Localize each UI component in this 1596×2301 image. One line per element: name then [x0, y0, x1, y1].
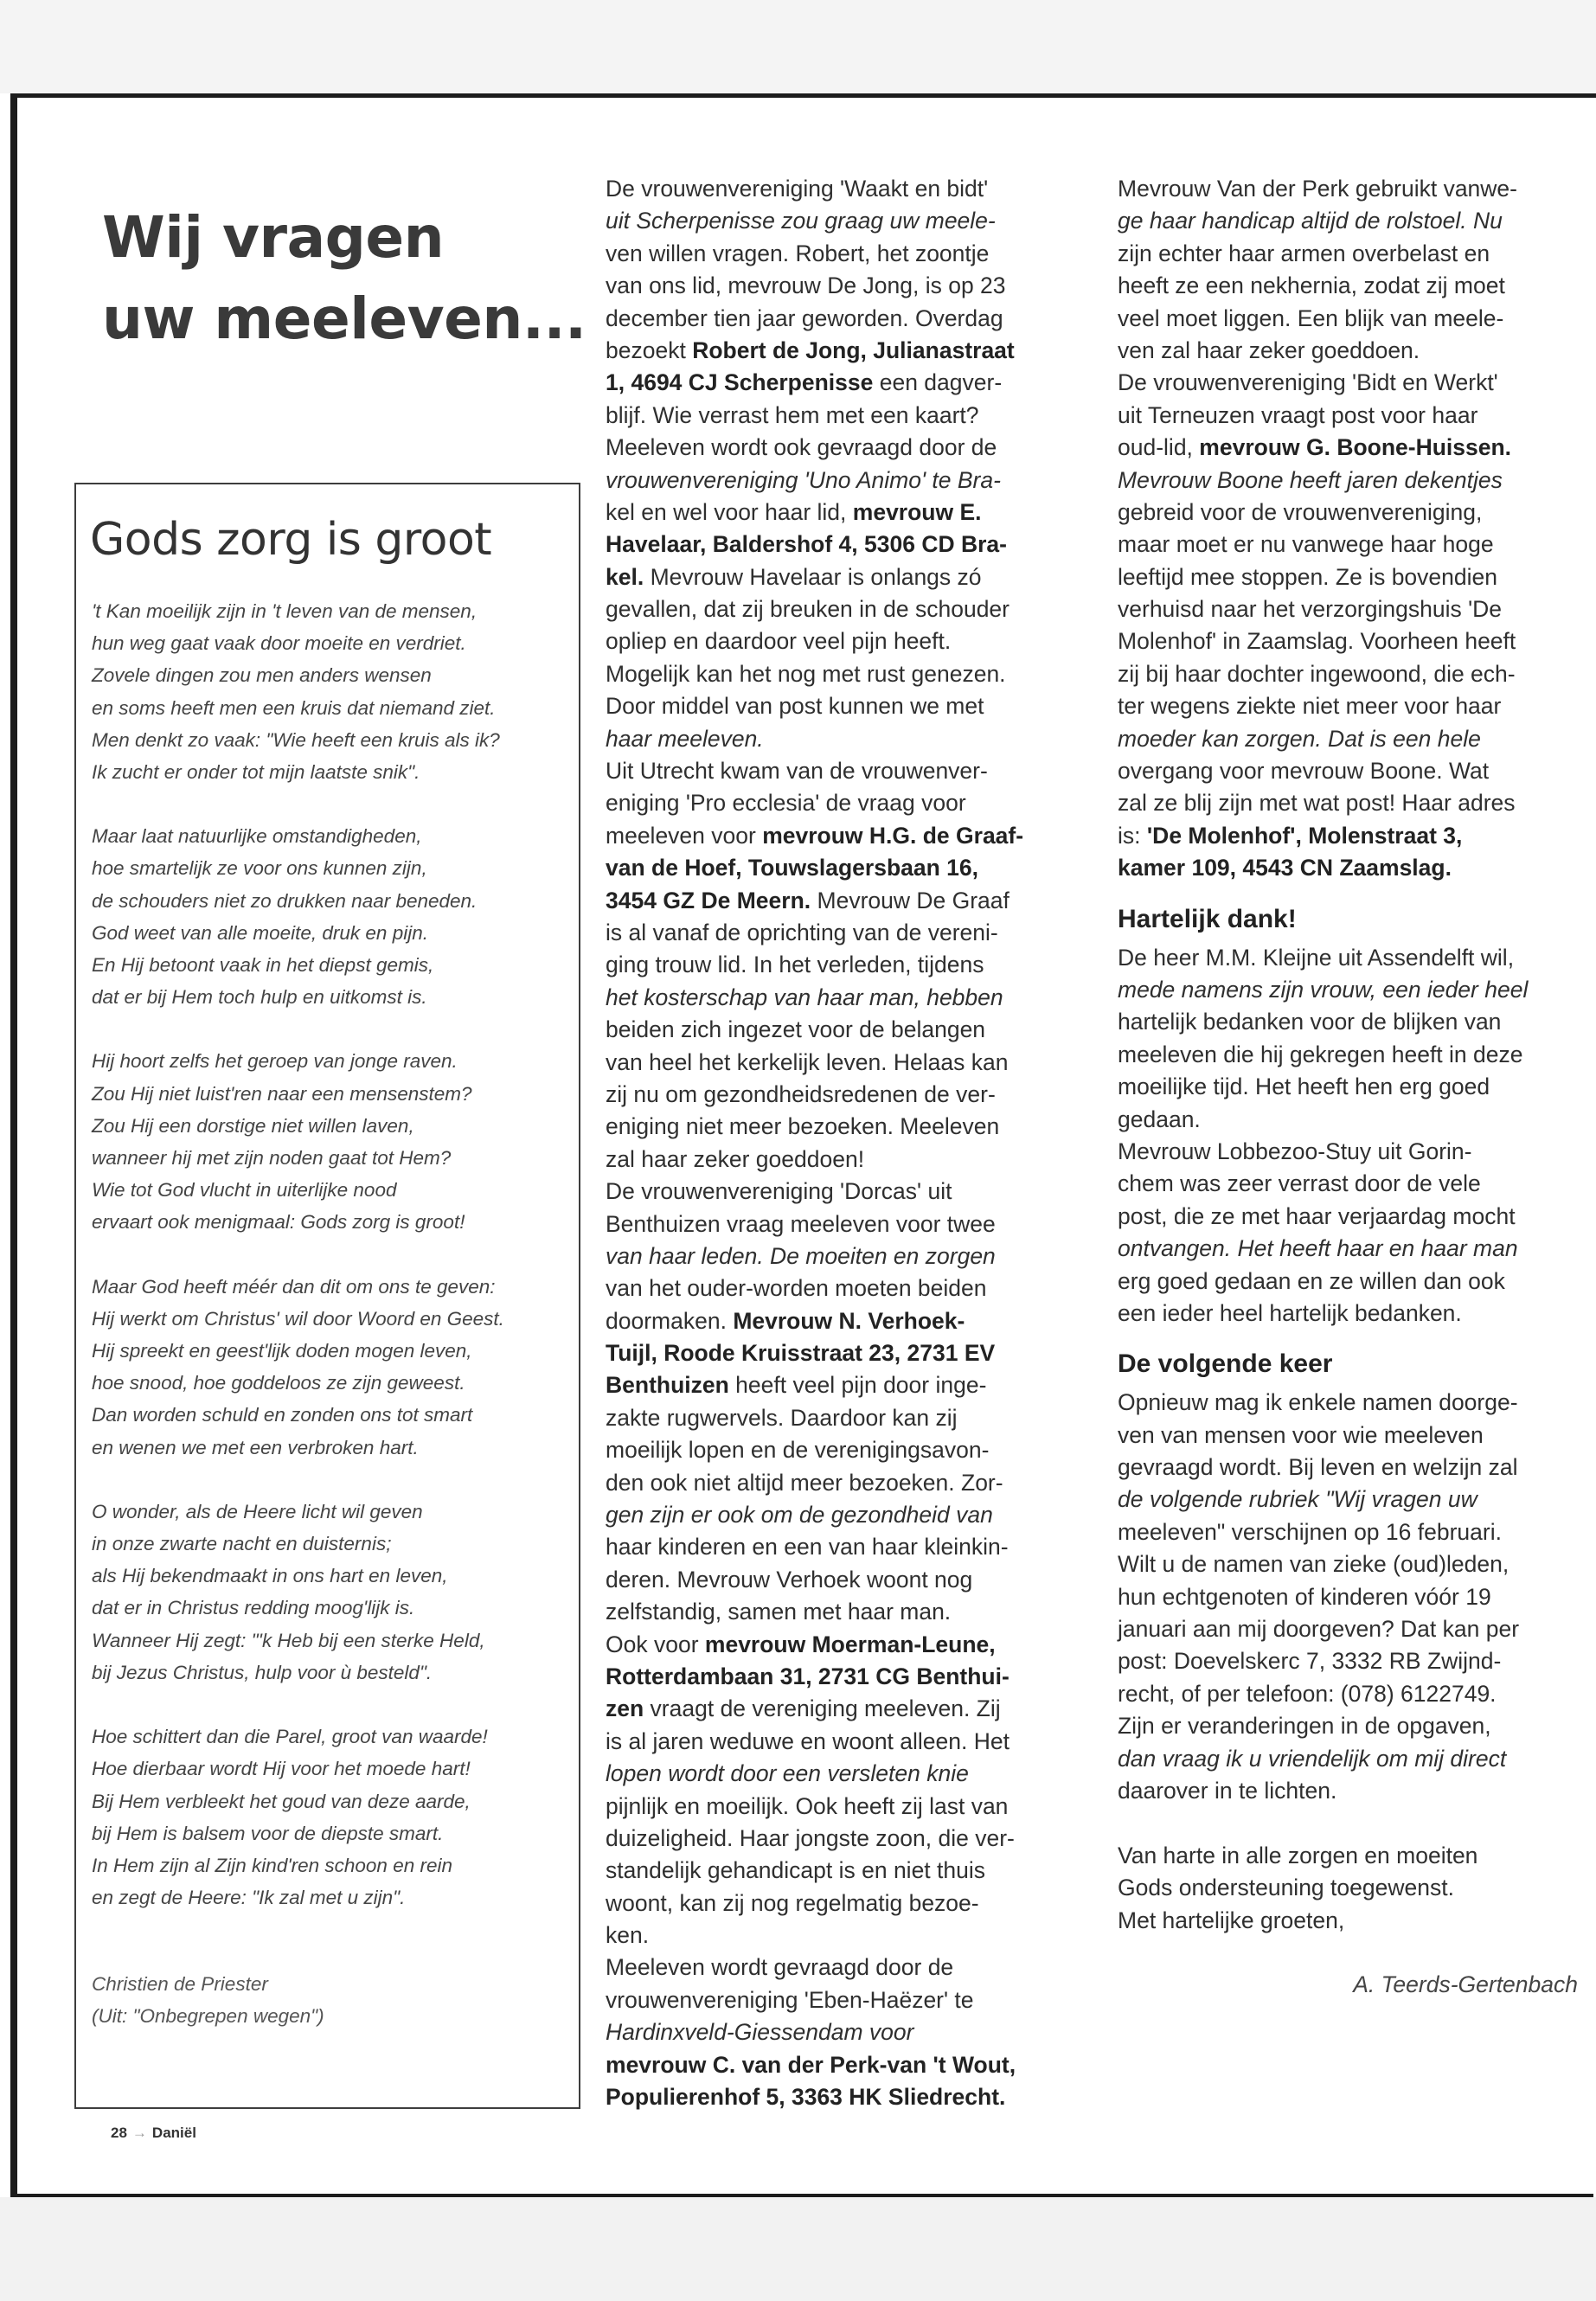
poem-line: als Hij bekendmaakt in ons hart en leven,	[92, 1565, 448, 1587]
text-line	[606, 1726, 1073, 1758]
text-line	[1118, 400, 1585, 432]
poem-line: Maar God heeft méér dan dit om ons te geven:	[92, 1275, 496, 1298]
poem-line: Men denkt zo vaak: "Wie heeft een kruis als ik?	[92, 728, 500, 751]
text-line	[1118, 529, 1585, 561]
text-line	[1118, 1613, 1585, 1645]
page-number: 28	[111, 2125, 127, 2141]
text-segment: Mevrouw Lobbezoo-Stuy uit Gorin-	[1118, 1138, 1472, 1164]
text-line	[1118, 1298, 1585, 1330]
text-line	[1118, 755, 1585, 787]
text-line	[606, 1564, 1073, 1596]
bold-address-text: kel.	[606, 563, 644, 590]
text-segment: Hardinxveld-Giessendam voor	[606, 2019, 914, 2046]
text-line	[1118, 497, 1585, 529]
paragraph-gap	[1118, 1807, 1585, 1839]
text-line	[606, 852, 1073, 884]
text-line	[606, 367, 1073, 399]
poem-stanza	[92, 1045, 576, 1238]
text-line	[1118, 787, 1585, 819]
text-line	[606, 982, 1073, 1014]
text-line	[606, 1240, 1073, 1272]
text-line	[606, 335, 1073, 367]
bold-address-text: 'De Molenhof', Molenstraat 3,	[1146, 822, 1463, 849]
text-line	[606, 1144, 1073, 1176]
page-headline	[102, 197, 586, 360]
text-segment: meeleven die hij gekregen heeft in deze	[1118, 1041, 1523, 1067]
text-segment: leeftijd mee stoppen. Ze is bovendien	[1118, 563, 1497, 590]
text-line	[606, 1337, 1073, 1369]
text-line	[1118, 1420, 1585, 1452]
bold-address-text: kamer 109, 4543 CN Zaamslag.	[1118, 855, 1452, 881]
text-line	[606, 1693, 1073, 1725]
poem-line: ervaart ook menigmaal: Gods zorg is groot!	[92, 1211, 465, 1234]
poem-line: wanneer hij met zijn noden gaat tot Hem?	[92, 1147, 452, 1170]
text-segment: zij bij haar dochter ingewoond, die ech-	[1118, 660, 1516, 687]
text-line	[606, 1791, 1073, 1823]
text-line	[1118, 1136, 1585, 1168]
text-segment: oud-lid,	[1118, 434, 1200, 461]
poem-line: en wenen we met een verbroken hart.	[92, 1436, 419, 1458]
text-segment: verhuisd naar het verzorgingshuis 'De	[1118, 596, 1503, 623]
poem-line: hoe snood, hoe goddeloos ze zijn geweest.	[92, 1372, 465, 1394]
poem-stanza	[92, 1496, 576, 1689]
bold-address-text: van de Hoef, Touwslagersbaan 16,	[606, 855, 979, 881]
text-segment: chem was zeer verrast door de vele	[1118, 1170, 1481, 1197]
text-line	[606, 1305, 1073, 1337]
poem-stanza	[92, 1721, 576, 1913]
text-segment: veel moet liggen. Een blijk van meele-	[1118, 304, 1504, 331]
bold-address-text: zen	[606, 1695, 644, 1722]
bold-address-text: mevrouw E.	[852, 498, 982, 525]
text-segment: uit Scherpenisse zou graag uw meele-	[606, 208, 996, 234]
poem-attribution	[92, 1968, 324, 2032]
text-line	[606, 755, 1073, 787]
poem-line: Dan worden schuld en zonden ons tot smart	[92, 1404, 473, 1426]
text-line	[606, 1758, 1073, 1790]
text-line	[606, 949, 1073, 981]
text-segment: hun echtgenoten of kinderen vóór 19	[1118, 1583, 1491, 1610]
text-segment: doormaken.	[606, 1307, 734, 1334]
text-line	[606, 1434, 1073, 1466]
text-line	[606, 1629, 1073, 1661]
text-segment: kel en wel voor haar lid,	[606, 498, 853, 525]
text-line	[1118, 173, 1585, 205]
text-segment: een dagver-	[873, 369, 1003, 396]
bold-address-text: Tuijl, Roode Kruisstraat 23, 2731 EV	[606, 1340, 996, 1367]
text-segment: zelfstandig, samen met haar man.	[606, 1599, 952, 1625]
poem-line: bij Jezus Christus, hulp voor ù besteld".	[92, 1661, 433, 1683]
poem-body	[92, 595, 576, 1945]
text-line	[1118, 1548, 1585, 1580]
text-line	[1118, 367, 1585, 399]
poem-stanza	[92, 1271, 576, 1464]
text-segment: bezoekt	[606, 336, 693, 363]
text-segment: is al vanaf de oprichting van de vereni-	[606, 919, 998, 945]
headline-line-1: Wij vragen	[102, 204, 445, 271]
text-line	[606, 1467, 1073, 1499]
text-line	[606, 1661, 1073, 1693]
text-line	[1118, 303, 1585, 335]
text-line	[606, 1047, 1073, 1079]
text-segment: moeilijke tijd. Het heeft hen erg goed	[1118, 1074, 1490, 1100]
text-line	[606, 238, 1073, 270]
text-line	[606, 917, 1073, 949]
bold-address-text: mevrouw C. van der Perk-van 't Wout,	[606, 2051, 1016, 2078]
bold-address-text: Havelaar, Baldershof 4, 5306 CD Bra-	[606, 531, 1007, 558]
poem-source: (Uit: "Onbegrepen wegen")	[92, 2005, 324, 2027]
text-line	[606, 723, 1073, 755]
poem-line: En Hij betoont vaak in het diepst gemis,	[92, 954, 434, 977]
article-column-right	[1118, 173, 1585, 2002]
text-line	[606, 1823, 1073, 1855]
text-segment: Meeleven wordt ook gevraagd door de	[606, 434, 997, 461]
text-segment: hartelijk bedanken voor de blijken van	[1118, 1009, 1502, 1035]
text-segment: Mevrouw De Graaf	[811, 887, 1010, 913]
bold-address-text: Populierenhof 5, 3363 HK Sliedrecht.	[606, 2084, 1006, 2111]
text-segment: duizeligheid. Haar jongste zoon, die ver-	[606, 1824, 1015, 1851]
text-line	[1118, 1233, 1585, 1265]
text-line	[1118, 1872, 1585, 1904]
poem-title: Gods zorg is groot	[90, 514, 492, 566]
text-segment: dan vraag ik u vriendelijk om mij direct	[1118, 1745, 1507, 1772]
poem-line: en zegt de Heere: "Ik zal met u zijn".	[92, 1887, 406, 1909]
text-line	[1118, 205, 1585, 237]
headline-line-2: uw meeleven...	[102, 285, 586, 352]
text-segment: Mogelijk kan het nog met rust genezen.	[606, 660, 1006, 687]
text-line	[1118, 432, 1585, 464]
text-line	[1118, 270, 1585, 302]
poem-line: Ik zucht er onder tot mijn laatste snik".	[92, 761, 420, 784]
poem-line: dat er bij Hem toch hulp en uitkomst is.	[92, 986, 427, 1009]
poem-stanza	[92, 820, 576, 1013]
text-segment: een ieder heel hartelijk bedanken.	[1118, 1299, 1462, 1326]
text-line	[1118, 1071, 1585, 1103]
text-segment: opliep en daardoor veel pijn heeft.	[606, 628, 952, 655]
text-segment: van heel het kerkelijk leven. Helaas kan	[606, 1048, 1009, 1075]
text-line	[1118, 723, 1585, 755]
text-segment: blijf. Wie verrast hem met een kaart?	[606, 401, 979, 428]
text-segment: ter wegens ziekte niet meer voor haar	[1118, 693, 1502, 720]
text-segment: Ook voor	[606, 1631, 705, 1657]
text-segment: zijn echter haar armen overbelast en	[1118, 240, 1490, 266]
text-line	[1118, 852, 1585, 884]
text-segment: de volgende rubriek "Wij vragen uw	[1118, 1486, 1477, 1513]
text-segment: eniging 'Pro ecclesia' de vraag voor	[606, 790, 966, 817]
text-segment: heeft veel pijn door inge-	[728, 1372, 987, 1399]
text-line	[606, 2016, 1073, 2048]
text-line	[606, 885, 1073, 917]
poem-line: Hoe schittert dan die Parel, groot van waarde!	[92, 1726, 488, 1748]
poem-stanza	[92, 595, 576, 788]
bold-address-text: Rotterdambaan 31, 2731 CG Benthui-	[606, 1663, 1010, 1689]
text-segment: eniging niet meer bezoeken. Meeleven	[606, 1113, 1000, 1140]
text-segment: is:	[1118, 822, 1147, 849]
text-line	[1118, 1201, 1585, 1233]
poem-line: Wanneer Hij zegt: "'k Heb bij een sterke Held,	[92, 1629, 485, 1651]
text-line	[1118, 238, 1585, 270]
text-segment: Door middel van post kunnen we met	[606, 693, 984, 720]
text-line	[606, 1952, 1073, 1984]
text-segment: van haar leden. De moeiten en zorgen	[606, 1242, 996, 1269]
text-line	[1118, 1484, 1585, 1516]
text-segment: den ook niet altijd meer bezoeken. Zor-	[606, 1469, 1003, 1496]
text-line	[606, 270, 1073, 302]
text-line	[1118, 690, 1585, 722]
text-segment: moeilijk lopen en de verenigingsavon-	[606, 1437, 990, 1464]
text-segment: standelijk gehandicapt is en niet thuis	[606, 1857, 986, 1884]
text-segment: van het ouder-worden moeten beiden	[606, 1275, 987, 1302]
poem-line: Maar laat natuurlijke omstandigheden,	[92, 825, 422, 848]
text-line	[606, 303, 1073, 335]
text-line	[1118, 1840, 1585, 1872]
text-segment: Met hartelijke groeten,	[1118, 1907, 1345, 1933]
scan-margin-bottom	[0, 2197, 1596, 2301]
bold-address-text: mevrouw Moerman-Leune,	[704, 1631, 996, 1657]
arrow-icon: →	[131, 2125, 147, 2141]
text-line	[606, 1888, 1073, 1920]
text-segment: ven van mensen voor wie meeleven	[1118, 1421, 1484, 1448]
text-segment: woont, kan zij nog regelmatig bezoe-	[606, 1889, 979, 1916]
text-line	[1118, 1775, 1585, 1807]
text-segment: meeleven" verschijnen op 16 februari.	[1118, 1518, 1502, 1545]
text-line	[606, 625, 1073, 657]
text-line	[1118, 1006, 1585, 1038]
text-line	[1118, 1743, 1585, 1775]
text-segment: Van harte in alle zorgen en moeiten	[1118, 1842, 1478, 1868]
text-line	[1118, 593, 1585, 625]
text-line	[1118, 974, 1585, 1006]
bold-address-text: Mevrouw N. Verhoek-	[733, 1307, 965, 1334]
text-line	[606, 1369, 1073, 1401]
article-column-middle	[606, 173, 1073, 2113]
text-segment: vrouwenvereniging 'Uno Animo' te Bra-	[606, 466, 1001, 493]
bold-address-text: Robert de Jong, Julianastraat	[692, 336, 1015, 363]
text-line	[606, 1014, 1073, 1046]
text-line	[1118, 1039, 1585, 1071]
text-line	[606, 2049, 1073, 2081]
text-segment: ge haar handicap altijd de rolstoel. Nu	[1118, 208, 1503, 234]
section-heading: De volgende keer	[1118, 1349, 1333, 1379]
text-segment: pijnlijk en moeilijk. Ook heeft zij last van	[606, 1792, 1009, 1819]
text-segment: Benthuizen vraag meeleven voor twee	[606, 1210, 996, 1237]
text-segment: Uit Utrecht kwam van de vrouwenver-	[606, 758, 988, 785]
signature: A. Teerds-Gertenbach	[1353, 1971, 1578, 1998]
text-segment: Mevrouw Boone heeft jaren dekentjes	[1118, 466, 1503, 493]
text-line	[606, 1208, 1073, 1240]
text-segment: lopen wordt door een versleten knie	[606, 1760, 969, 1787]
poem-line: Wie tot God vlucht in uiterlijke nood	[92, 1179, 397, 1202]
page-folio	[111, 2125, 196, 2142]
text-line	[606, 690, 1073, 722]
poem-line: de schouders niet zo drukken naar beneden.	[92, 889, 478, 912]
poem-box	[74, 483, 580, 2109]
poem-line: Zou Hij een dorstige niet willen laven,	[92, 1114, 414, 1137]
text-line	[1118, 1581, 1585, 1613]
text-segment: beiden zich ingezet voor de belangen	[606, 1016, 986, 1043]
text-line	[606, 497, 1073, 529]
text-segment: zij nu om gezondheidsredenen de ver-	[606, 1080, 996, 1107]
text-segment: Molenhof' in Zaamslag. Voorheen heeft	[1118, 628, 1516, 655]
text-line	[1118, 1387, 1585, 1419]
text-segment: zal haar zeker goeddoen!	[606, 1145, 865, 1172]
text-line	[1118, 1452, 1585, 1484]
text-segment: Opnieuw mag ik enkele namen doorge-	[1118, 1389, 1518, 1416]
text-segment: moeder kan zorgen. Dat is een hele	[1118, 725, 1481, 752]
text-segment: post: Doevelskerc 7, 3332 RB Zwijnd-	[1118, 1648, 1502, 1675]
text-line	[606, 432, 1073, 464]
text-segment: De vrouwenvereniging 'Dorcas' uit	[606, 1178, 952, 1205]
bold-address-text: 1, 4694 CJ Scherpenisse	[606, 369, 874, 396]
bold-address-text: Benthuizen	[606, 1372, 729, 1399]
text-line	[606, 465, 1073, 497]
text-segment: deren. Mevrouw Verhoek woont nog	[606, 1566, 973, 1593]
text-line	[606, 1920, 1073, 1952]
text-line	[606, 529, 1073, 561]
text-line	[606, 1079, 1073, 1111]
text-line	[1118, 1905, 1585, 1937]
poem-line: Hoe dierbaar wordt Hij voor het moede hart!	[92, 1758, 471, 1780]
poem-author: Christien de Priester	[92, 1973, 268, 1995]
text-line	[606, 787, 1073, 819]
poem-line: Bij Hem verbleekt het goud van deze aarde,	[92, 1790, 471, 1812]
text-segment: ontvangen. Het heeft haar en haar man	[1118, 1235, 1518, 1262]
poem-line: Zou Hij niet luist'ren naar een mensenstem?	[92, 1082, 472, 1105]
text-segment: erg goed gedaan en ze willen dan ook	[1118, 1267, 1505, 1294]
text-line	[1118, 942, 1585, 974]
text-segment: maar moet er nu vanwege haar hoge	[1118, 531, 1494, 558]
text-segment: gedaan.	[1118, 1106, 1201, 1132]
text-line	[606, 1596, 1073, 1628]
poem-line: in onze zwarte nacht en duisternis;	[92, 1533, 392, 1555]
text-segment: december tien jaar geworden. Overdag	[606, 304, 1003, 331]
poem-line: Zovele dingen zou men anders wensen	[92, 664, 432, 687]
scan-margin-top	[0, 0, 1596, 93]
text-segment: meeleven voor	[606, 822, 763, 849]
text-line	[1118, 658, 1585, 690]
text-line	[1118, 1104, 1585, 1136]
text-segment: ven zal haar zeker goeddoen.	[1118, 336, 1420, 363]
text-line	[606, 658, 1073, 690]
text-segment: De vrouwenvereniging 'Bidt en Werkt'	[1118, 369, 1498, 396]
text-line	[606, 205, 1073, 237]
text-line	[1118, 335, 1585, 367]
text-segment: ven willen vragen. Robert, het zoontje	[606, 240, 990, 266]
text-segment: ken.	[606, 1922, 650, 1949]
text-line	[606, 173, 1073, 205]
poem-line: Hij spreekt en geest'lijk doden mogen leven,	[92, 1340, 472, 1362]
text-line	[1118, 1266, 1585, 1298]
text-line	[606, 1402, 1073, 1434]
text-line	[606, 820, 1073, 852]
text-segment: Mevrouw Van der Perk gebruikt vanwe-	[1118, 176, 1517, 202]
text-segment: ging trouw lid. In het verleden, tijdens	[606, 952, 984, 978]
text-line	[606, 1111, 1073, 1143]
text-line	[606, 561, 1073, 593]
text-segment: het kosterschap van haar man, hebben	[606, 984, 1003, 1010]
poem-line: dat er in Christus redding moog'lijk is.	[92, 1597, 415, 1619]
text-segment: gebreid voor de vrouwenvereniging,	[1118, 498, 1483, 525]
text-segment: zakte rugwervels. Daardoor kan zij	[606, 1404, 958, 1431]
text-segment: haar kinderen en een van haar kleinkin-	[606, 1534, 1009, 1561]
text-segment: januari aan mij doorgeven? Dat kan per	[1118, 1616, 1520, 1643]
bold-address-text: mevrouw H.G. de Graaf-	[762, 822, 1024, 849]
text-segment: vrouwenvereniging 'Eben-Haëzer' te	[606, 1986, 974, 2013]
text-line	[606, 2081, 1073, 2113]
text-line	[606, 1176, 1073, 1208]
text-segment: Mevrouw Havelaar is onlangs zó	[644, 563, 982, 590]
text-line	[606, 1531, 1073, 1563]
text-line	[606, 400, 1073, 432]
text-segment: daarover in te lichten.	[1118, 1777, 1337, 1804]
text-line	[606, 1272, 1073, 1304]
text-segment: post, die ze met haar verjaardag mocht	[1118, 1202, 1516, 1229]
poem-line: O wonder, als de Heere licht wil geven	[92, 1500, 423, 1522]
text-line	[1118, 1168, 1585, 1200]
section-heading: Hartelijk dank!	[1118, 904, 1297, 933]
text-segment: gevraagd wordt. Bij leven en welzijn zal	[1118, 1454, 1518, 1481]
poem-line: Hij werkt om Christus' wil door Woord en Geest.	[92, 1307, 504, 1330]
text-segment: mede namens zijn vrouw, een ieder heel	[1118, 976, 1529, 1003]
text-line	[606, 1984, 1073, 2016]
text-line	[1118, 561, 1585, 593]
text-line	[1118, 1645, 1585, 1677]
text-segment: haar meeleven.	[606, 725, 764, 752]
bold-address-text: 3454 GZ De Meern.	[606, 887, 811, 913]
poem-line: en soms heeft men een kruis dat niemand ziet.	[92, 696, 496, 719]
text-segment: Wilt u de namen van zieke (oud)leden,	[1118, 1551, 1509, 1578]
text-segment: van ons lid, mevrouw De Jong, is op 23	[606, 272, 1006, 299]
text-line	[606, 593, 1073, 625]
text-segment: gen zijn er ook om de gezondheid van	[606, 1502, 993, 1529]
text-segment: is al jaren weduwe en woont alleen. Het	[606, 1727, 1010, 1754]
text-segment: recht, of per telefoon: (078) 6122749.	[1118, 1680, 1497, 1707]
poem-line: God weet van alle moeite, druk en pijn.	[92, 921, 428, 944]
text-line	[1118, 820, 1585, 852]
text-segment: overgang voor mevrouw Boone. Wat	[1118, 758, 1490, 785]
poem-line: hun weg gaat vaak door moeite en verdriet.	[92, 632, 466, 655]
text-line	[1118, 1678, 1585, 1710]
poem-line: In Hem zijn al Zijn kind'ren schoon en rein	[92, 1854, 452, 1876]
magazine-name: Daniël	[151, 2125, 196, 2141]
poem-line: Hij hoort zelfs het geroep van jonge raven.	[92, 1050, 458, 1073]
poem-line: hoe smartelijk ze voor ons kunnen zijn,	[92, 857, 427, 880]
text-segment: uit Terneuzen vraagt post voor haar	[1118, 401, 1478, 428]
poem-line: bij Hem is balsem voor de diepste smart.	[92, 1822, 444, 1844]
text-line	[1118, 625, 1585, 657]
text-line	[1118, 1516, 1585, 1548]
text-line	[1118, 1710, 1585, 1742]
paragraph-gap	[1118, 1937, 1585, 1969]
text-segment: Zijn er veranderingen in de opgaven,	[1118, 1713, 1491, 1740]
text-line	[1118, 465, 1585, 497]
text-segment: heeft ze een nekhernia, zodat zij moet	[1118, 272, 1505, 299]
text-line	[606, 1855, 1073, 1887]
bold-address-text: mevrouw G. Boone-Huissen.	[1199, 434, 1512, 461]
text-segment: Gods ondersteuning toegewenst.	[1118, 1875, 1454, 1901]
text-segment: De vrouwenvereniging 'Waakt en bidt'	[606, 176, 989, 202]
text-segment: De heer M.M. Kleijne uit Assendelft wil,	[1118, 944, 1515, 971]
text-segment: zal ze blij zijn met wat post! Haar adres	[1118, 790, 1516, 817]
text-segment: vraagt de vereniging meeleven. Zij	[644, 1695, 1001, 1722]
poem-line: 't Kan moeilijk zijn in 't leven van de mensen,	[92, 600, 478, 622]
text-segment: Meeleven wordt gevraagd door de	[606, 1954, 954, 1981]
text-segment: gevallen, dat zij breuken in de schouder	[606, 596, 1010, 623]
text-line	[606, 1499, 1073, 1531]
